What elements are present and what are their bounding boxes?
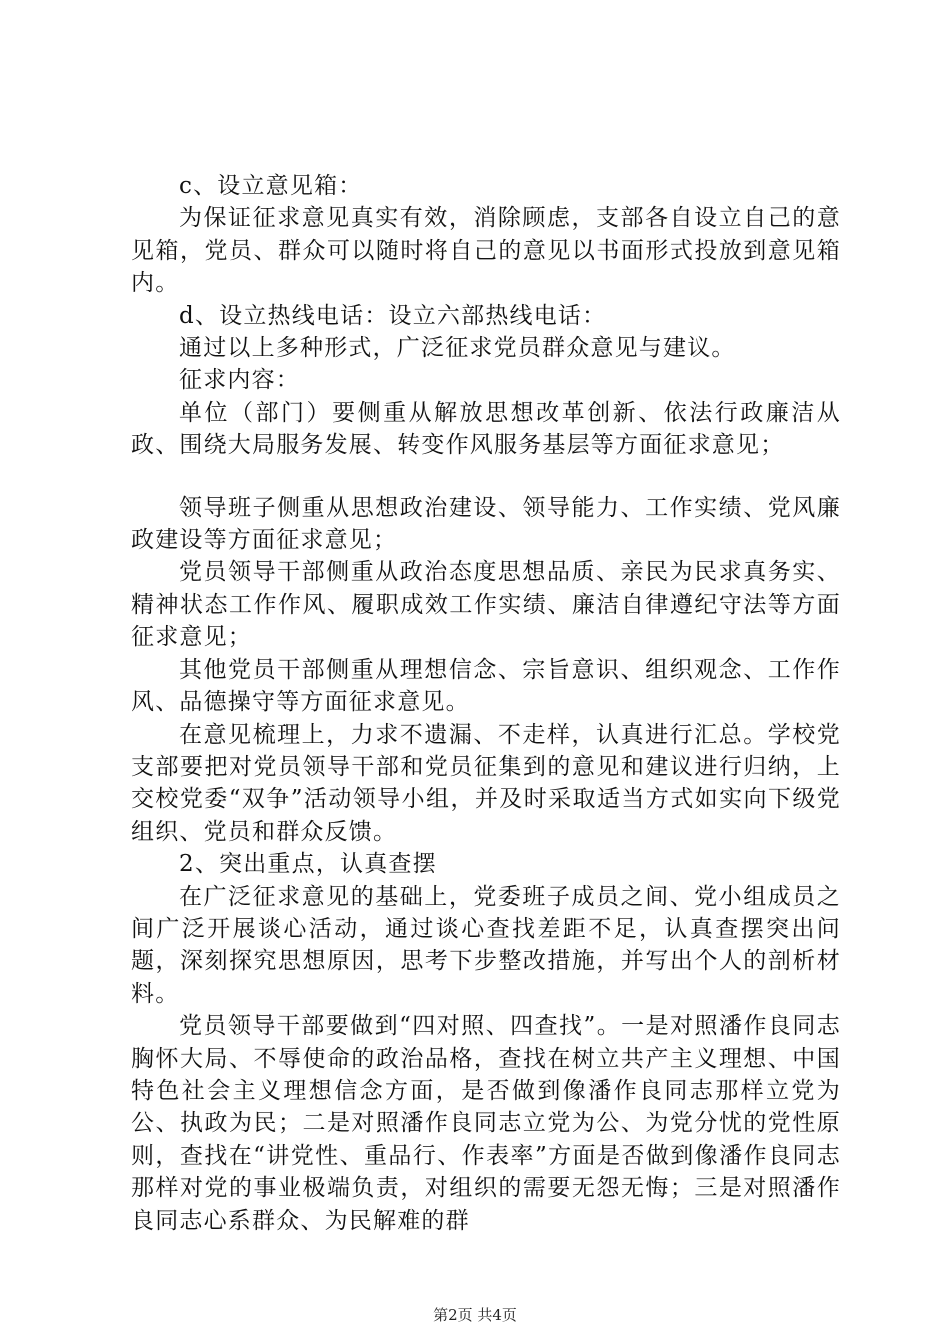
paragraph-other-members: 其他党员干部侧重从理想信念、宗旨意识、组织观念、工作作风、品德操守等方面征求意见。 <box>131 656 841 716</box>
paragraph-party-leaders: 党员领导干部侧重从政治态度思想品质、亲民为民求真务实、精神状态工作作风、履职成效工作实绩、廉洁自律遵纪守法等方面征求意见； <box>131 559 841 651</box>
paragraph-suggestion-box: 为保证征求意见真实有效，消除顾虑，支部各自设立自己的意见箱，党员、群众可以随时将自己的意见以书面形式投放到意见箱内。 <box>131 205 841 297</box>
paragraph-unit-department: 单位（部门）要侧重从解放思想改革创新、依法行政廉洁从政、围绕大局服务发展、转变作风服务基层等方面征求意见； <box>131 399 841 459</box>
document-body <box>131 170 841 1237</box>
paragraph-section-2-heading: 2、突出重点，认真查摆 <box>179 851 437 878</box>
paragraph-multiple-forms: 通过以上多种形式，广泛征求党员群众意见与建议。 <box>179 335 736 362</box>
paragraph-gap <box>131 462 841 492</box>
paragraph-content-heading: 征求内容： <box>179 367 300 394</box>
page-number-footer: 第2页 共4页 <box>433 1306 517 1324</box>
paragraph-hotline-heading: d、设立热线电话：设立六部热线电话： <box>179 302 607 329</box>
paragraph-opinion-sorting: 在意见梳理上，力求不遗漏、不走样，认真进行汇总。学校党支部要把对党员领导干部和党员征集到的意见和建议进行归纳，上交校党委“双争”活动领导小组，并及时采取适当方式如实向下级党组织、党员和群众反馈。 <box>131 721 841 845</box>
paragraph-suggestion-box-heading: c、设立意见箱： <box>179 173 363 199</box>
paragraph-heart-to-heart: 在广泛征求意见的基础上，党委班子成员之间、党小组成员之间广泛开展谈心活动，通过谈心查找差距不足，认真查摆突出问题，深刻探究思想原因，思考下步整改措施，并写出个人的剖析材料。 <box>131 883 841 1007</box>
paragraph-four-comparisons: 党员领导干部要做到“四对照、四查找”。一是对照潘作良同志胸怀大局、不辱使命的政治品格，查找在树立共产主义理想、中国特色社会主义理想信念方面，是否做到像潘作良同志那样立党为公、执政为民；二是对照潘作良同志立党为公、为党分忧的党性原则，查找在“讲党性、重品行、作表率”方面是否做到像潘作良同志那样对党的事业极端负责，对组织的需要无怨无悔；三是对照潘作良同志心系群众、为民解难的群 <box>131 1013 841 1234</box>
paragraph-leadership-team: 领导班子侧重从思想政治建设、领导能力、工作实绩、党风廉政建设等方面征求意见； <box>131 494 841 554</box>
